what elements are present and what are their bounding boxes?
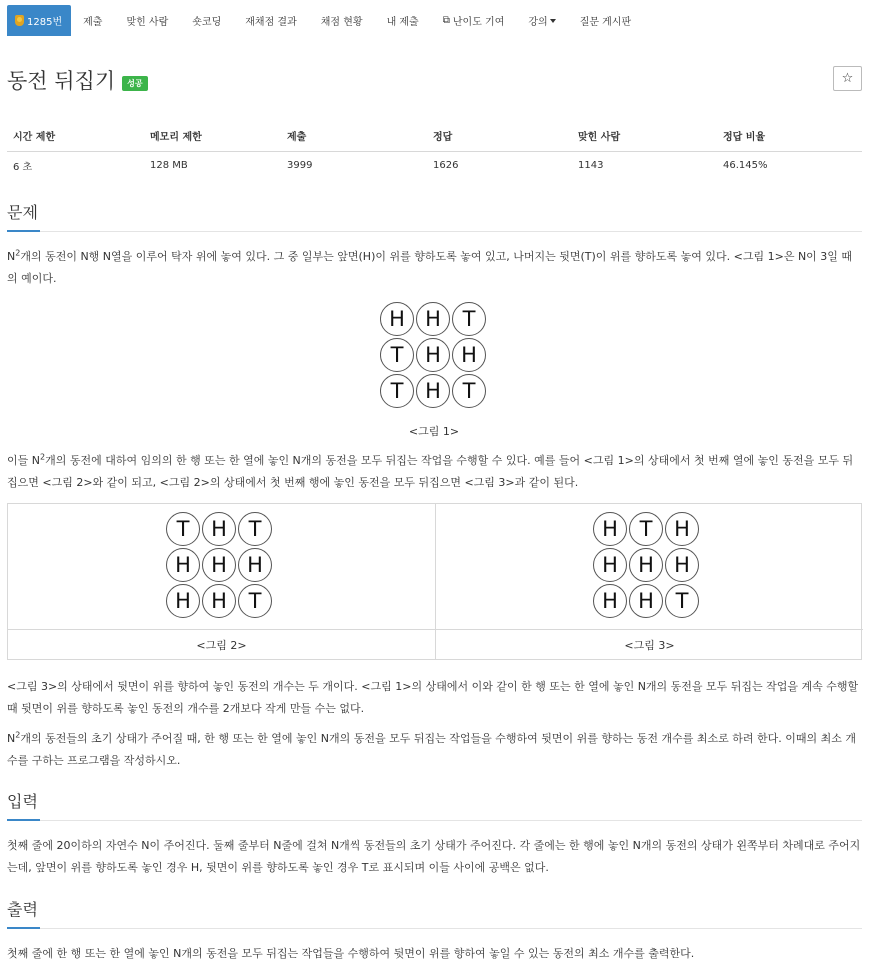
- info-submissions: 3999: [287, 160, 313, 171]
- nav-short-coding-label: 숏코딩: [192, 17, 222, 28]
- coin-tails: T: [629, 512, 663, 546]
- info-time-limit: 6 초: [13, 162, 33, 173]
- info-header-time-limit: 시간 제한: [7, 122, 144, 152]
- status-badge: 성공: [122, 76, 147, 91]
- coin-tails: T: [452, 374, 486, 408]
- coin-heads: H: [416, 338, 450, 372]
- problem-paragraph-3: <그림 3>의 상태에서 뒷면이 위를 향하여 놓인 동전의 개수는 두 개이다. <그림 1>의 상태에서 이와 같이 한 행 또는 한 열에 놓인 N개의 동전을 모두 뒤집는 작업을 계속 수행할 때 뒷면이 위를 향하도록 놓인 동전의 개수를 2개보다 작게 만들 수는 없다.: [7, 680, 859, 715]
- input-description: 첫째 줄에 20이하의 자연수 N이 주어진다. 둘째 줄부터 N줄에 걸쳐 N개씩 동전들의 초기 상태가 주어진다. 각 줄에는 한 행에 놓인 N개의 동전의 상태가 왼쪽부터 차례대로 주어지는데, 앞면이 위를 향하도록 놓인 경우 H, 뒷면이 위를 향하도록 놓인 경우 T로 표시되며 이들 사이에 공백은 없다.: [7, 839, 861, 874]
- figure-2-grid: [166, 512, 274, 620]
- coin-heads: H: [629, 548, 663, 582]
- title-row: [7, 66, 862, 94]
- p2-sup: 2: [39, 452, 46, 462]
- p4-sup: 2: [15, 730, 21, 740]
- nav-my-submissions[interactable]: [375, 5, 431, 36]
- coin-tails: T: [665, 584, 699, 618]
- problem-info-table: [7, 122, 862, 179]
- info-header-solved-users: 맞힌 사람: [572, 122, 717, 152]
- p1-text-a: N: [7, 250, 16, 263]
- nav-judge-status[interactable]: [309, 5, 375, 36]
- info-ratio: 46.145%: [723, 160, 768, 171]
- figure-3-caption: <그림 3>: [436, 629, 863, 660]
- p1-text-b: 개의 동전이 N행 N열을 이루어 탁자 위에 놓여 있다. 그 중 일부는 앞면(H)이 위를 향하도록 놓여 있고, 나머지는 뒷면(T)이 위를 향하도록 놓여 있다. <그림 1>은 N이 3일 때의 예이다.: [7, 250, 853, 285]
- nav-difficulty-contribute-label: 난이도 기여: [452, 17, 505, 28]
- figure-table: [7, 503, 862, 660]
- coin-heads: H: [202, 584, 236, 618]
- nav-rejudge-results-label: 재채점 결과: [245, 17, 297, 28]
- figure-3-grid: [593, 512, 701, 620]
- coin-heads: H: [166, 548, 200, 582]
- info-header-submissions: 제출: [281, 122, 427, 152]
- problem-section-header: [7, 200, 862, 232]
- problem-section-title: 문제: [7, 200, 40, 232]
- figure-1-caption: <그림 1>: [408, 425, 460, 438]
- problem-paragraph-4: [7, 728, 862, 772]
- coin-heads: H: [202, 512, 236, 546]
- page-title: 동전 뒤집기: [7, 69, 116, 93]
- nav-question-board[interactable]: [568, 5, 643, 36]
- coin-tails: T: [238, 512, 272, 546]
- coin-heads: H: [593, 512, 627, 546]
- problem-nav: [7, 5, 643, 36]
- coin-heads: H: [593, 548, 627, 582]
- figure-1-grid: [380, 302, 488, 410]
- coin-tails: T: [380, 374, 414, 408]
- nav-lectures-label: 강의: [528, 17, 548, 28]
- coin-heads: H: [202, 548, 236, 582]
- output-section-header: [7, 897, 862, 929]
- p2-text-a: 이들 N: [7, 454, 40, 467]
- info-header-row: [7, 122, 862, 152]
- p4-text-b: 개의 동전들의 초기 상태가 주어질 때, 한 행 또는 한 열에 놓인 N개의 동전을 모두 뒤집는 작업들을 수행하여 뒷면이 위를 향하는 동전 개수를 최소로 하려 한다. 이때의 최소 개수를 구하는 프로그램을 작성하시오.: [7, 732, 857, 767]
- output-section-title: 출력: [7, 897, 40, 929]
- nav-submit-label: 제출: [83, 17, 103, 28]
- input-section-header: [7, 789, 862, 821]
- nav-question-board-label: 질문 게시판: [579, 17, 632, 28]
- figure-2-cell: [8, 504, 435, 629]
- output-description: 첫째 줄에 한 행 또는 한 열에 놓인 N개의 동전을 모두 뒤집는 작업들을 수행하여 뒷면이 위를 향하여 놓일 수 있는 동전의 최소 개수를 출력한다.: [7, 947, 695, 960]
- coin-tails: T: [238, 584, 272, 618]
- coin-tails: T: [380, 338, 414, 372]
- nav-rejudge-results[interactable]: [233, 5, 308, 36]
- input-section-title: 입력: [7, 789, 40, 821]
- problem-paragraph-1: [7, 246, 862, 290]
- info-value-row: [7, 152, 862, 180]
- info-memory-limit: 128 MB: [150, 160, 188, 171]
- coin-heads: H: [629, 584, 663, 618]
- coin-heads: H: [238, 548, 272, 582]
- nav-solved-users[interactable]: [114, 5, 180, 36]
- nav-problem-number-label: 1285번: [27, 17, 63, 28]
- coin-heads: H: [665, 548, 699, 582]
- info-header-memory-limit: 메모리 제한: [144, 122, 281, 152]
- external-link-icon: ⧉: [442, 15, 450, 26]
- info-solved-users: 1143: [578, 160, 604, 171]
- nav-my-submissions-label: 내 제출: [386, 17, 419, 28]
- coin-tails: T: [452, 302, 486, 336]
- info-header-ratio: 정답 비율: [717, 122, 862, 152]
- nav-short-coding[interactable]: [180, 5, 233, 36]
- nav-submit[interactable]: [71, 5, 114, 36]
- figure-2-caption: <그림 2>: [8, 629, 435, 660]
- nav-problem-number[interactable]: [7, 5, 71, 36]
- nav-difficulty-contribute[interactable]: [431, 5, 517, 36]
- p4-text-a: N: [7, 732, 16, 745]
- coin-heads: H: [380, 302, 414, 336]
- star-icon: ☆: [841, 71, 854, 86]
- favorite-button[interactable]: [833, 66, 862, 91]
- info-accepted: 1626: [433, 160, 459, 171]
- p2-text-b: 개의 동전에 대하여 임의의 한 행 또는 한 열에 놓인 N개의 동전을 모두 뒤집는 작업을 수행할 수 있다. 예를 들어 <그림 1>의 상태에서 첫 번째 열에 놓인 동전을 모두 뒤집으면 <그림 2>와 같이 되고, <그림 2>의 상태에서 첫 번째 행에 놓인 동전을 모두 뒤집으면 <그림 3>과 같이 된다.: [7, 454, 854, 489]
- coin-heads: H: [166, 584, 200, 618]
- coin-heads: H: [452, 338, 486, 372]
- medal-icon: [15, 15, 24, 26]
- nav-solved-users-label: 맞힌 사람: [126, 17, 169, 28]
- coin-heads: H: [665, 512, 699, 546]
- coin-tails: T: [166, 512, 200, 546]
- info-header-accepted: 정답: [427, 122, 572, 152]
- coin-heads: H: [416, 302, 450, 336]
- problem-paragraph-2: [7, 450, 862, 494]
- nav-judge-status-label: 채점 현황: [320, 17, 363, 28]
- nav-lectures-dropdown[interactable]: [516, 5, 567, 36]
- coin-heads: H: [416, 374, 450, 408]
- coin-heads: H: [593, 584, 627, 618]
- p1-sup: 2: [15, 248, 21, 258]
- caret-down-icon: [550, 19, 556, 23]
- figure-3-cell: [436, 504, 863, 629]
